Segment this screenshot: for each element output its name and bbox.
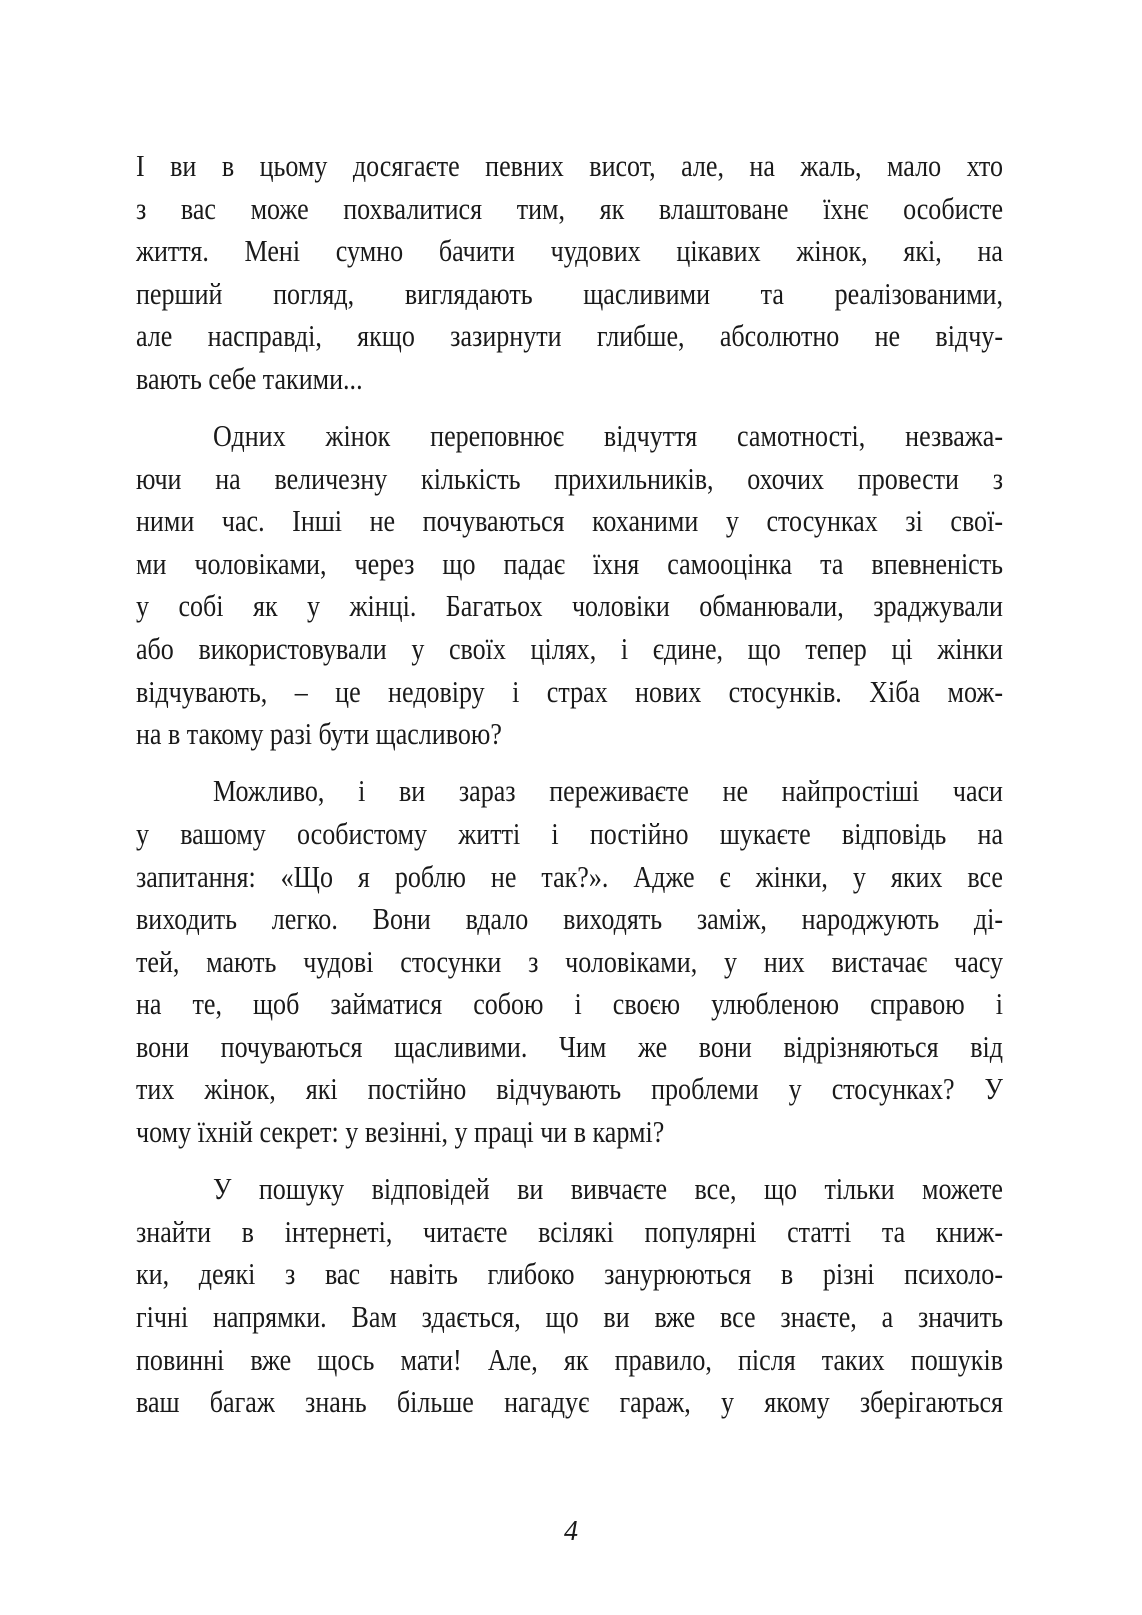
text-line: запитання: «Що я роблю не так?». Адже є жінки, у яких все — [136, 858, 1003, 894]
text-line: на в такому разі бути щасливою? — [136, 716, 502, 752]
text-line: ваш багаж знань більше нагадує гараж, у якому зберігаються — [136, 1384, 1003, 1420]
text-line: перший погляд, виглядають щасливими та реалізованими, — [136, 275, 1003, 311]
text-line: знайти в інтернеті, читаєте всілякі популярні статті та книж- — [136, 1213, 1003, 1249]
text-line: чому їхній секрет: у везінні, у праці чи в кармі? — [136, 1114, 665, 1150]
text-line: або використовували у своїх цілях, і єдине, що тепер ці жінки — [136, 631, 1003, 667]
text-line: тих жінок, які постійно відчувають проблеми у стосунках? У — [136, 1071, 1003, 1107]
body-text — [136, 145, 1003, 1438]
text-line: Одних жінок переповнює відчуття самотності, незважа- — [213, 418, 1003, 454]
text-line: у вашому особистому житті і постійно шукаєте відповідь на — [136, 815, 1003, 851]
text-line: у собі як у жінці. Багатьох чоловіки обманювали, зраджували — [136, 588, 1003, 624]
text-line: життя. Мені сумно бачити чудових цікавих жінок, які, на — [136, 233, 1003, 269]
paragraph-1 — [136, 145, 1003, 401]
text-line: І ви в цьому досягаєте певних висот, але, на жаль, мало хто — [136, 148, 1003, 183]
text-line: ми чоловіками, через що падає їхня самооцінка та впевненість — [136, 545, 1003, 581]
paragraph-2 — [136, 415, 1003, 756]
text-line: ки, деякі з вас навіть глибоко занурюються в різні психоло- — [136, 1256, 1003, 1292]
text-line: тей, мають чудові стосунки з чоловіками, у них вистачає часу — [136, 943, 1003, 979]
text-line: повинні вже щось мати! Але, як правило, після таких пошуків — [136, 1341, 1003, 1377]
text-line: ючи на величезну кількість прихильників, охочих провести з — [136, 460, 1003, 496]
text-line: на те, щоб займатися собою і своєю улюбленою справою і — [136, 986, 1003, 1022]
paragraph-4 — [136, 1168, 1003, 1424]
text-line: вають себе такими... — [136, 360, 363, 396]
text-line: але насправді, якщо зазирнути глибше, абсолютно не відчу- — [136, 318, 1003, 354]
text-line: ними час. Інші не почуваються коханими у стосунках зі свої- — [136, 503, 1003, 539]
text-line: відчувають, – це недовіру і страх нових стосунків. Хіба мож- — [136, 673, 1003, 709]
paragraph-3 — [136, 770, 1003, 1153]
text-line: вони почуваються щасливими. Чим же вони відрізняються від — [136, 1028, 1003, 1064]
page-number: 4 — [564, 1516, 578, 1547]
text-line: гічні напрямки. Вам здається, що ви вже все знаєте, а значить — [136, 1298, 1003, 1334]
text-line: У пошуку відповідей ви вивчаєте все, що тільки можете — [213, 1171, 1003, 1207]
text-line: виходить легко. Вони вдало виходять заміж, народжують ді- — [136, 901, 1003, 937]
text-line: Можливо, і ви зараз переживаєте не найпростіші часи — [213, 773, 1003, 809]
text-line: з вас може похвалитися тим, як влаштоване їхнє особисте — [136, 190, 1003, 226]
